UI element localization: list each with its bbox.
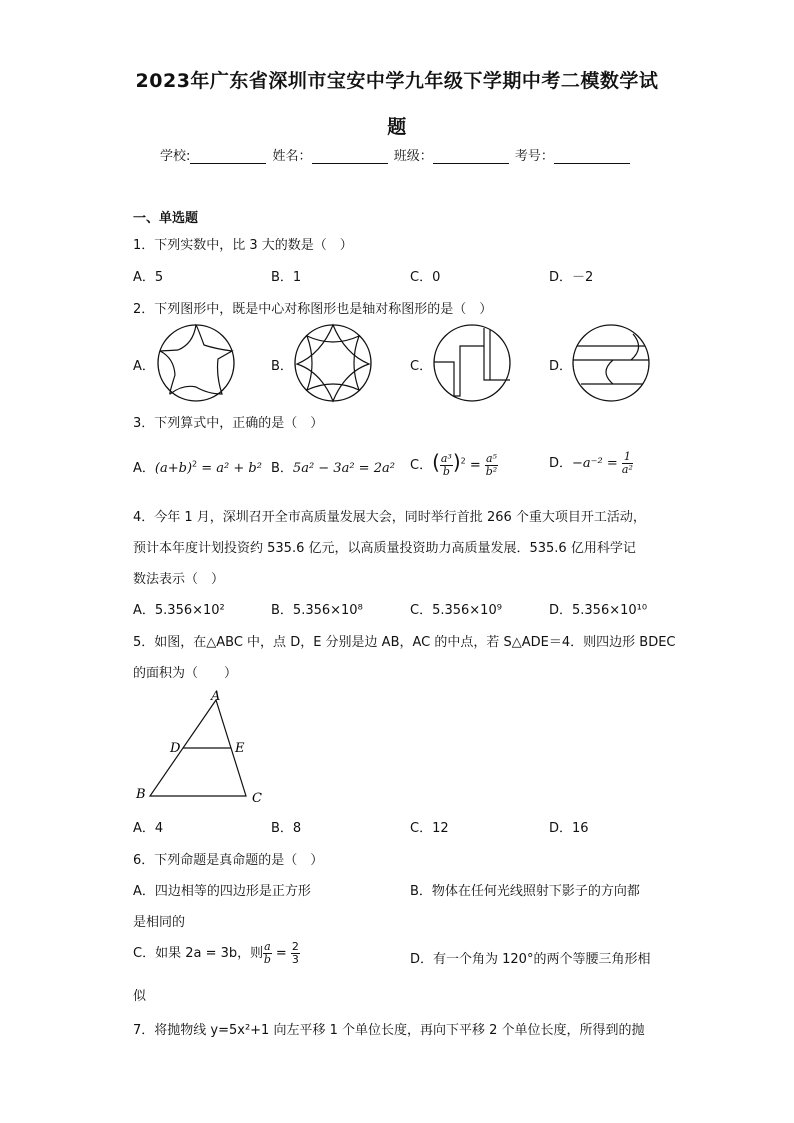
q3-option-a-rhs: = a² + b² — [197, 461, 262, 476]
q3-option-c-num: a³ — [440, 452, 452, 465]
q3-stem: 3．下列算式中，正确的是（ ） — [133, 416, 324, 431]
school-label: 学校: — [160, 149, 191, 164]
q3-option-d-den: a² — [621, 463, 633, 476]
vertex-label-d: D — [170, 741, 181, 756]
q3-option-a-base: (a+b) — [154, 461, 193, 476]
q5-option-a: A．4 — [133, 821, 164, 836]
q4-line2: 预计本年度计划投资约 535.6 亿元，以高质量投资助力高质量发展．535.6 亿用科学记 — [133, 541, 636, 556]
q1-stem: 1．下列实数中，比 3 大的数是（ ） — [133, 238, 353, 253]
vertex-label-c: C — [252, 791, 262, 806]
q4-option-d: D．5.356×10¹⁰ — [549, 603, 648, 618]
q5-option-b: B．8 — [271, 821, 302, 836]
q3-option-c-label: C． — [410, 458, 433, 473]
q2-figure-c — [432, 324, 512, 402]
q3-option-c: C．( $\frac{\text{a³}}{b}$ )$^2$ = $\frac{\text{a⁵}}{\text{b²}}$ — [410, 450, 498, 478]
q3-option-c-exponent: 2 — [460, 456, 466, 466]
q6-option-b-line1: B．物体在任何光线照射下影子的方向都 — [410, 884, 640, 899]
exam-number-label: 考号： — [514, 149, 554, 164]
q2-stem: 2．下列图形中，既是中心对称图形也是轴对称图形的是（ ） — [133, 302, 493, 317]
q5-line2: 的面积为（ ） — [133, 666, 238, 681]
q2-figure-d — [571, 324, 651, 402]
q3-option-d — [549, 451, 633, 476]
q3-option-c-den: b — [442, 465, 450, 478]
exam-title-line1: 2023年广东省深圳市宝安中学九年级下学期中考二模数学试 — [135, 70, 659, 92]
vertex-label-a: A — [211, 689, 221, 704]
q3-option-d-expr: −a⁻² = — [572, 456, 622, 471]
q2-label-c: C． — [410, 359, 433, 374]
q6-option-c — [133, 941, 300, 966]
school-blank[interactable] — [190, 151, 266, 164]
q4-option-b: B．5.356×10⁸ — [271, 603, 363, 618]
q3-option-b-label: B． — [271, 461, 293, 476]
exam-title-line2: 题 — [387, 116, 407, 138]
q6-option-c-rnum: 2 — [291, 940, 299, 953]
q1-option-d: D．－2 — [549, 270, 594, 285]
q6-stem: 6．下列命题是真命题的是（ ） — [133, 853, 324, 868]
q2-label-b: B． — [271, 359, 293, 374]
q5-option-c: C．12 — [410, 821, 449, 836]
q3-option-a — [133, 457, 262, 476]
q3-option-c-rnum: a⁵ — [485, 452, 497, 465]
q6-option-d-line1: D．有一个角为 120°的两个等腰三角形相 — [410, 952, 651, 967]
q3-option-d-label: D． — [549, 456, 573, 471]
vertex-label-b: B — [136, 787, 146, 802]
q1-option-a: A．5 — [133, 270, 164, 285]
q5-option-d: D．16 — [549, 821, 589, 836]
q2-figure-a — [156, 324, 236, 402]
q3-option-a-label: A． — [133, 461, 155, 476]
q1-option-c: C．0 — [410, 270, 441, 285]
student-info-row — [160, 145, 632, 164]
class-blank[interactable] — [433, 151, 509, 164]
q1-option-b: B．1 — [271, 270, 302, 285]
q6-option-c-den: b — [263, 953, 271, 966]
q3-option-b — [271, 457, 395, 476]
q2-label-a: A． — [133, 359, 155, 374]
q3-option-c-rden: b² — [485, 465, 498, 478]
q3-option-b-expr: 5a² − 3a² = 2a² — [292, 461, 395, 476]
q2-figure-b — [293, 324, 373, 402]
q5-line1: 5．如图，在△ABC 中，点 D，E 分别是边 AB，AC 的中点，若 S△ADE＝4．则四边形 BDEC — [133, 635, 676, 650]
q6-option-c-rden: 3 — [291, 953, 299, 966]
vertex-label-e: E — [235, 741, 245, 756]
q5-triangle-figure — [133, 688, 273, 806]
name-blank[interactable] — [312, 151, 388, 164]
section-title: 一、单选题 — [133, 211, 199, 226]
q6-option-c-num: a — [264, 940, 271, 953]
q6-option-b-line2: 是相同的 — [133, 915, 186, 930]
q6-option-a: A．四边相等的四边形是正方形 — [133, 884, 311, 899]
class-label: 班级： — [393, 149, 433, 164]
q2-label-d: D． — [549, 359, 573, 374]
q4-option-c: C．5.356×10⁹ — [410, 603, 502, 618]
q6-option-c-text: C．如果 2a = 3b，则 — [133, 946, 264, 961]
q7-line1: 7．将抛物线 y=5x²+1 向左平移 1 个单位长度，再向下平移 2 个单位长度，所得到的抛 — [133, 1023, 645, 1038]
q4-line1: 4．今年 1 月，深圳召开全市高质量发展大会，同时举行首批 266 个重大项目开工活动， — [133, 510, 646, 525]
name-label: 姓名： — [272, 149, 312, 164]
q3-option-d-num: 1 — [623, 450, 631, 463]
q3-option-a-exponent: 2 — [192, 459, 198, 469]
q6-option-d-line2: 似 — [133, 989, 147, 1004]
q6-option-c-eq: = — [271, 946, 291, 961]
q4-line3: 数法表示（ ） — [133, 572, 225, 587]
exam-number-blank[interactable] — [554, 151, 630, 164]
q4-option-a: A．5.356×10² — [133, 603, 225, 618]
